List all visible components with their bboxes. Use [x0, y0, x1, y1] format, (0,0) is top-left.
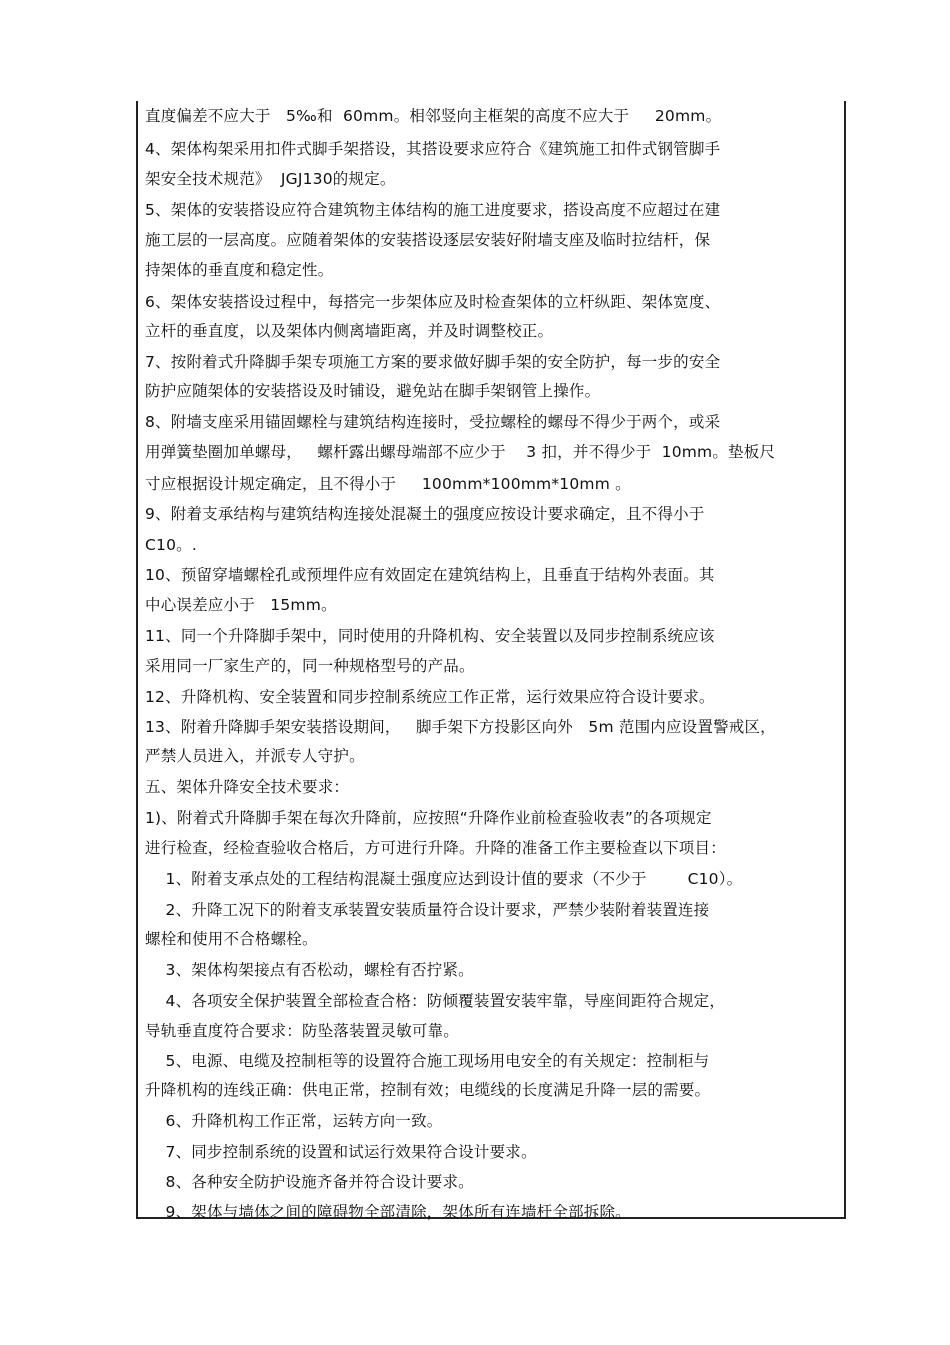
list-item: 7、同步控制系统的设置和试运行效果符合设计要求。 [145, 1143, 537, 1161]
section-heading: 五、架体升降安全技术要求： [145, 778, 350, 796]
list-item: 5、电源、电缆及控制柜等的设置符合施工现场用电安全的有关规定：控制柜与 [145, 1052, 710, 1070]
list-item: 9、架体与墙体之间的障碍物全部清除，架体所有连墙杆全部拆除。 [145, 1203, 631, 1221]
text-line: 螺栓和使用不合格螺栓。 [145, 930, 318, 948]
text-line: 8、附墙支座采用锚固螺栓与建筑结构连接时，受拉螺栓的螺母不得少于两个，或采 [145, 413, 721, 431]
text-line: 立杆的垂直度，以及架体内侧离墙距离，并及时调整校正。 [145, 322, 554, 340]
text-line: 持架体的垂直度和稳定性。 [145, 261, 334, 279]
text-line: 架安全技术规范》 JGJ130的规定。 [145, 170, 396, 188]
text-line: 防护应随架体的安装搭设及时铺设，避免站在脚手架钢管上操作。 [145, 382, 601, 400]
list-item: 1、附着支承点处的工程结构混凝土强度应达到设计值的要求（不少于 C10）。 [145, 870, 743, 888]
list-item: 6、升降机构工作正常，运转方向一致。 [145, 1112, 443, 1130]
text-line: 4、架体构架采用扣件式脚手架搭设，其搭设要求应符合《建筑施工扣件式钢管脚手 [145, 140, 721, 158]
text-line: 9、附着支承结构与建筑结构连接处混凝土的强度应按设计要求确定，且不得小于 [145, 505, 705, 523]
text-line: 直度偏差不应大于 5‰和 60mm。相邻竖向主框架的高度不应大于 20mm。 [145, 107, 722, 125]
text-line: 1)、附着式升降脚手架在每次升降前，应按照“升降作业前检查验收表”的各项规定 [145, 809, 712, 827]
text-line: 12、升降机构、安全装置和同步控制系统应工作正常，运行效果应符合设计要求。 [145, 688, 715, 706]
text-line: C10。. [145, 536, 197, 554]
list-item: 4、各项安全保护装置全部检查合格：防倾覆装置安装牢靠，导座间距符合规定， [145, 992, 726, 1010]
text-line: 10、预留穿墙螺栓孔或预埋件应有效固定在建筑结构上，且垂直于结构外表面。其 [145, 566, 715, 584]
list-item: 2、升降工况下的附着支承装置安装质量符合设计要求，严禁少装附着装置连接 [145, 901, 710, 919]
text-line: 用弹簧垫圈加单螺母， 螺杆露出螺母端部不应少于 3 扣，并不得少于 10mm。垫板尺 [145, 443, 776, 461]
list-item: 8、各种安全防护设施齐备并符合设计要求。 [145, 1173, 474, 1191]
text-line: 进行检查，经检查验收合格后，方可进行升降。升降的准备工作主要检查以下项目： [145, 839, 726, 857]
text-line: 中心误差应小于 15mm。 [145, 596, 337, 614]
text-line: 采用同一厂家生产的，同一种规格型号的产品。 [145, 657, 475, 675]
text-line: 施工层的一层高度。应随着架体的安装搭设逐层安装好附墙支座及临时拉结杆，保 [145, 231, 711, 249]
text-line: 11、同一个升降脚手架中，同时使用的升降机构、安全装置以及同步控制系统应该 [145, 627, 715, 645]
text-line: 升降机构的连线正确：供电正常，控制有效；电缆线的长度满足升降一层的需要。 [145, 1081, 711, 1099]
list-item: 3、架体构架接点有否松动，螺栓有否拧紧。 [145, 961, 474, 979]
text-line: 导轨垂直度符合要求：防坠落装置灵敏可靠。 [145, 1022, 460, 1040]
text-line: 6、架体安装搭设过程中，每搭完一步架体应及时检查架体的立杆纵距、架体宽度、 [145, 293, 721, 311]
text-line: 7、按附着式升降脚手架专项施工方案的要求做好脚手架的安全防护，每一步的安全 [145, 353, 721, 371]
text-line: 严禁人员进入，并派专人守护。 [145, 747, 365, 765]
text-line: 13、附着升降脚手架安装搭设期间， 脚手架下方投影区向外 5m 范围内应设置警戒区， [145, 718, 776, 736]
text-line: 5、架体的安装搭设应符合建筑物主体结构的施工进度要求，搭设高度不应超过在建 [145, 201, 721, 219]
text-line: 寸应根据设计规定确定，且不得小于 100mm*100mm*10mm 。 [145, 475, 631, 493]
